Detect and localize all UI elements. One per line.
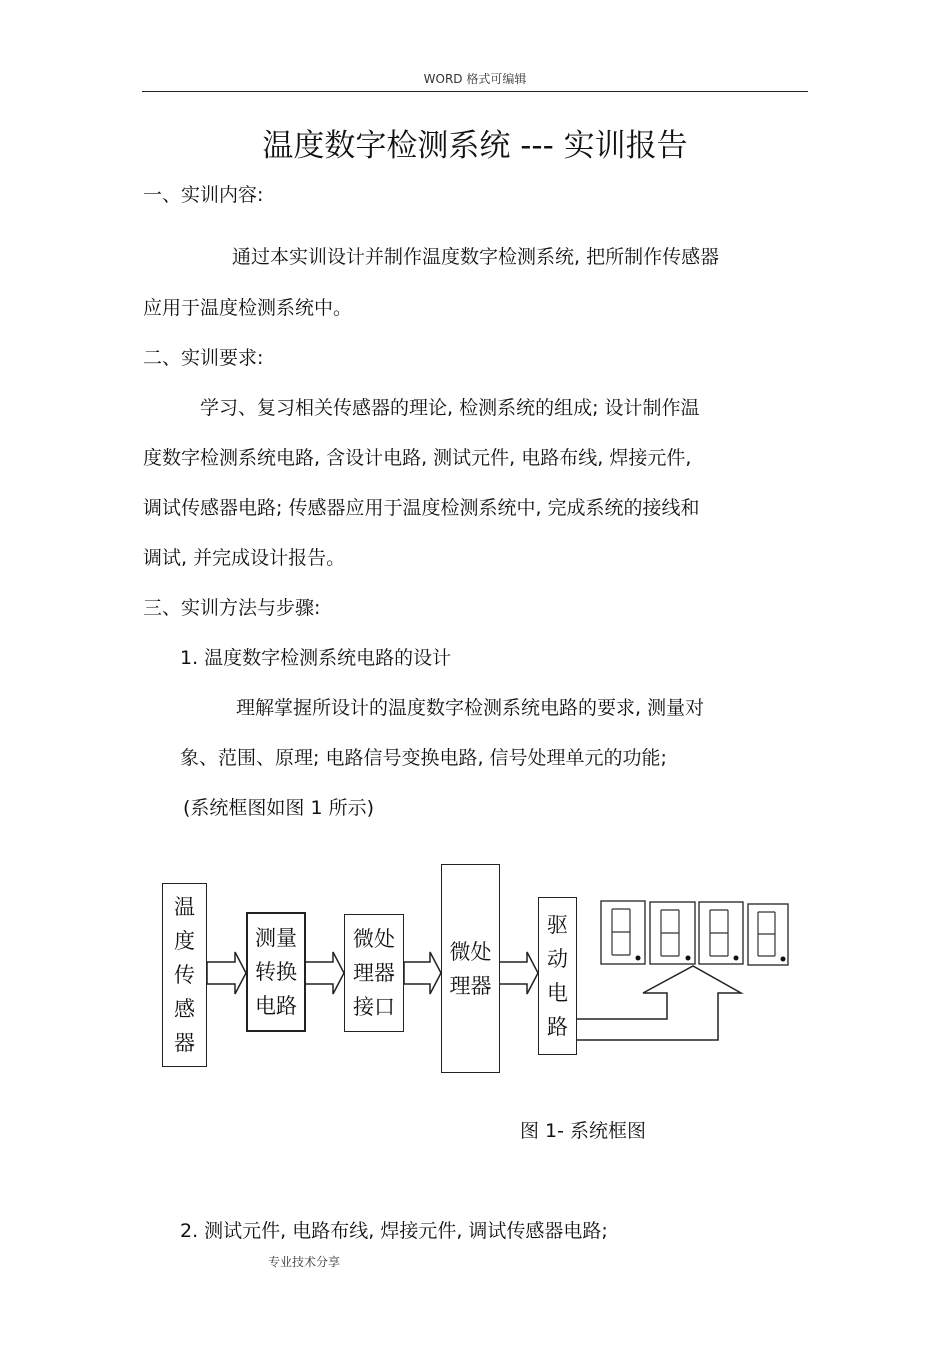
- block-temperature-sensor-label: 温 度 传 感 器: [174, 895, 195, 1055]
- block-mcu-interface-label: 微处 理器 接口: [353, 927, 395, 1019]
- block-measure-convert-label: 测量 转换 电路: [255, 926, 297, 1018]
- section-2-line-4: 调试, 并完成设计报告。: [143, 547, 346, 569]
- digit-1-dp: [636, 956, 641, 961]
- step-1-title: 1. 温度数字检测系统电路的设计: [180, 647, 452, 669]
- section-2-line-3: 调试传感器电路; 传感器应用于温度检测系统中, 完成系统的接线和: [143, 497, 700, 519]
- section-2-heading: 二、实训要求:: [143, 347, 264, 369]
- block-microprocessor-label: 微处 理器: [449, 939, 492, 998]
- page-footer: 专业技术分享: [268, 1255, 341, 1269]
- digit-3-dp: [734, 956, 739, 961]
- section-2-line-2: 度数字检测系统电路, 含设计电路, 测试元件, 电路布线, 焊接元件,: [143, 447, 692, 469]
- step-1-line-3: (系统框图如图 1 所示): [183, 797, 374, 819]
- figure-caption: 图 1- 系统框图: [520, 1120, 647, 1142]
- page-header: WORD 格式可编辑: [423, 72, 527, 86]
- step-1-line-2: 象、范围、原理; 电路信号变换电路, 信号处理单元的功能;: [180, 747, 667, 769]
- section-1-heading: 一、实训内容:: [143, 184, 264, 206]
- digit-4-dp: [781, 957, 786, 962]
- block-driver-circuit-label: 驱 动 电 路: [547, 913, 568, 1039]
- page-title: 温度数字检测系统 --- 实训报告: [262, 128, 688, 164]
- section-3-heading: 三、实训方法与步骤:: [143, 597, 321, 619]
- step-1-line-1: 理解掌握所设计的温度数字检测系统电路的要求, 测量对: [236, 697, 705, 719]
- step-2-title: 2. 测试元件, 电路布线, 焊接元件, 调试传感器电路;: [180, 1220, 608, 1242]
- section-1-paragraph-line-1: 通过本实训设计并制作温度数字检测系统, 把所制作传感器: [232, 246, 720, 268]
- digit-2-dp: [686, 956, 691, 961]
- section-1-paragraph-line-2: 应用于温度检测系统中。: [143, 297, 353, 319]
- section-2-line-1: 学习、复习相关传感器的理论, 检测系统的组成; 设计制作温: [200, 397, 700, 419]
